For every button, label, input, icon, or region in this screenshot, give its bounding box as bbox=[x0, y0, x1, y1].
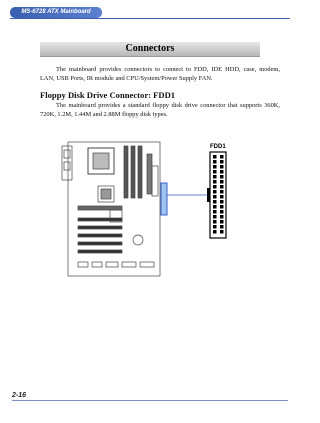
manual-title: MS-6728 ATX Mainboard bbox=[21, 9, 91, 15]
dimm-slot bbox=[131, 146, 135, 198]
page-number: 2-16 bbox=[12, 392, 27, 399]
pci-slot bbox=[78, 218, 122, 221]
pci-slot bbox=[78, 234, 122, 237]
fdd1-on-board-highlight bbox=[161, 183, 167, 215]
rear-io-ports bbox=[62, 146, 72, 180]
fdd1-connector-detail bbox=[207, 152, 226, 238]
subsection-paragraph: The mainboard provides a standard floppy disk drive connector that supports 360K, 720K, 1.2M, 1.44M and 2.88M floppy disk types. bbox=[40, 102, 280, 118]
intro-paragraph: The mainboard provides connectors to connect to FDD, IDE HDD, case, modem, LAN, USB Ports, IR module and CPU/System/Power Supply FAN. bbox=[40, 66, 280, 82]
header-rule bbox=[10, 18, 290, 19]
dimm-slot bbox=[138, 146, 142, 198]
pci-slot bbox=[78, 242, 122, 245]
ide-connector bbox=[147, 154, 152, 194]
battery bbox=[133, 235, 143, 245]
subsection-heading: Floppy Disk Drive Connector: FDD1 bbox=[40, 90, 176, 100]
footer-rule bbox=[12, 400, 288, 401]
dimm-slot bbox=[124, 146, 128, 198]
fdd1-label: FDD1 bbox=[210, 144, 226, 150]
manual-title-tab bbox=[10, 7, 102, 18]
pci-slot bbox=[78, 250, 122, 253]
section-title: Connectors bbox=[40, 42, 260, 57]
atx-power-connector bbox=[152, 166, 158, 196]
agp-slot bbox=[78, 206, 122, 210]
pci-slot bbox=[78, 226, 122, 229]
motherboard-diagram bbox=[60, 138, 290, 280]
